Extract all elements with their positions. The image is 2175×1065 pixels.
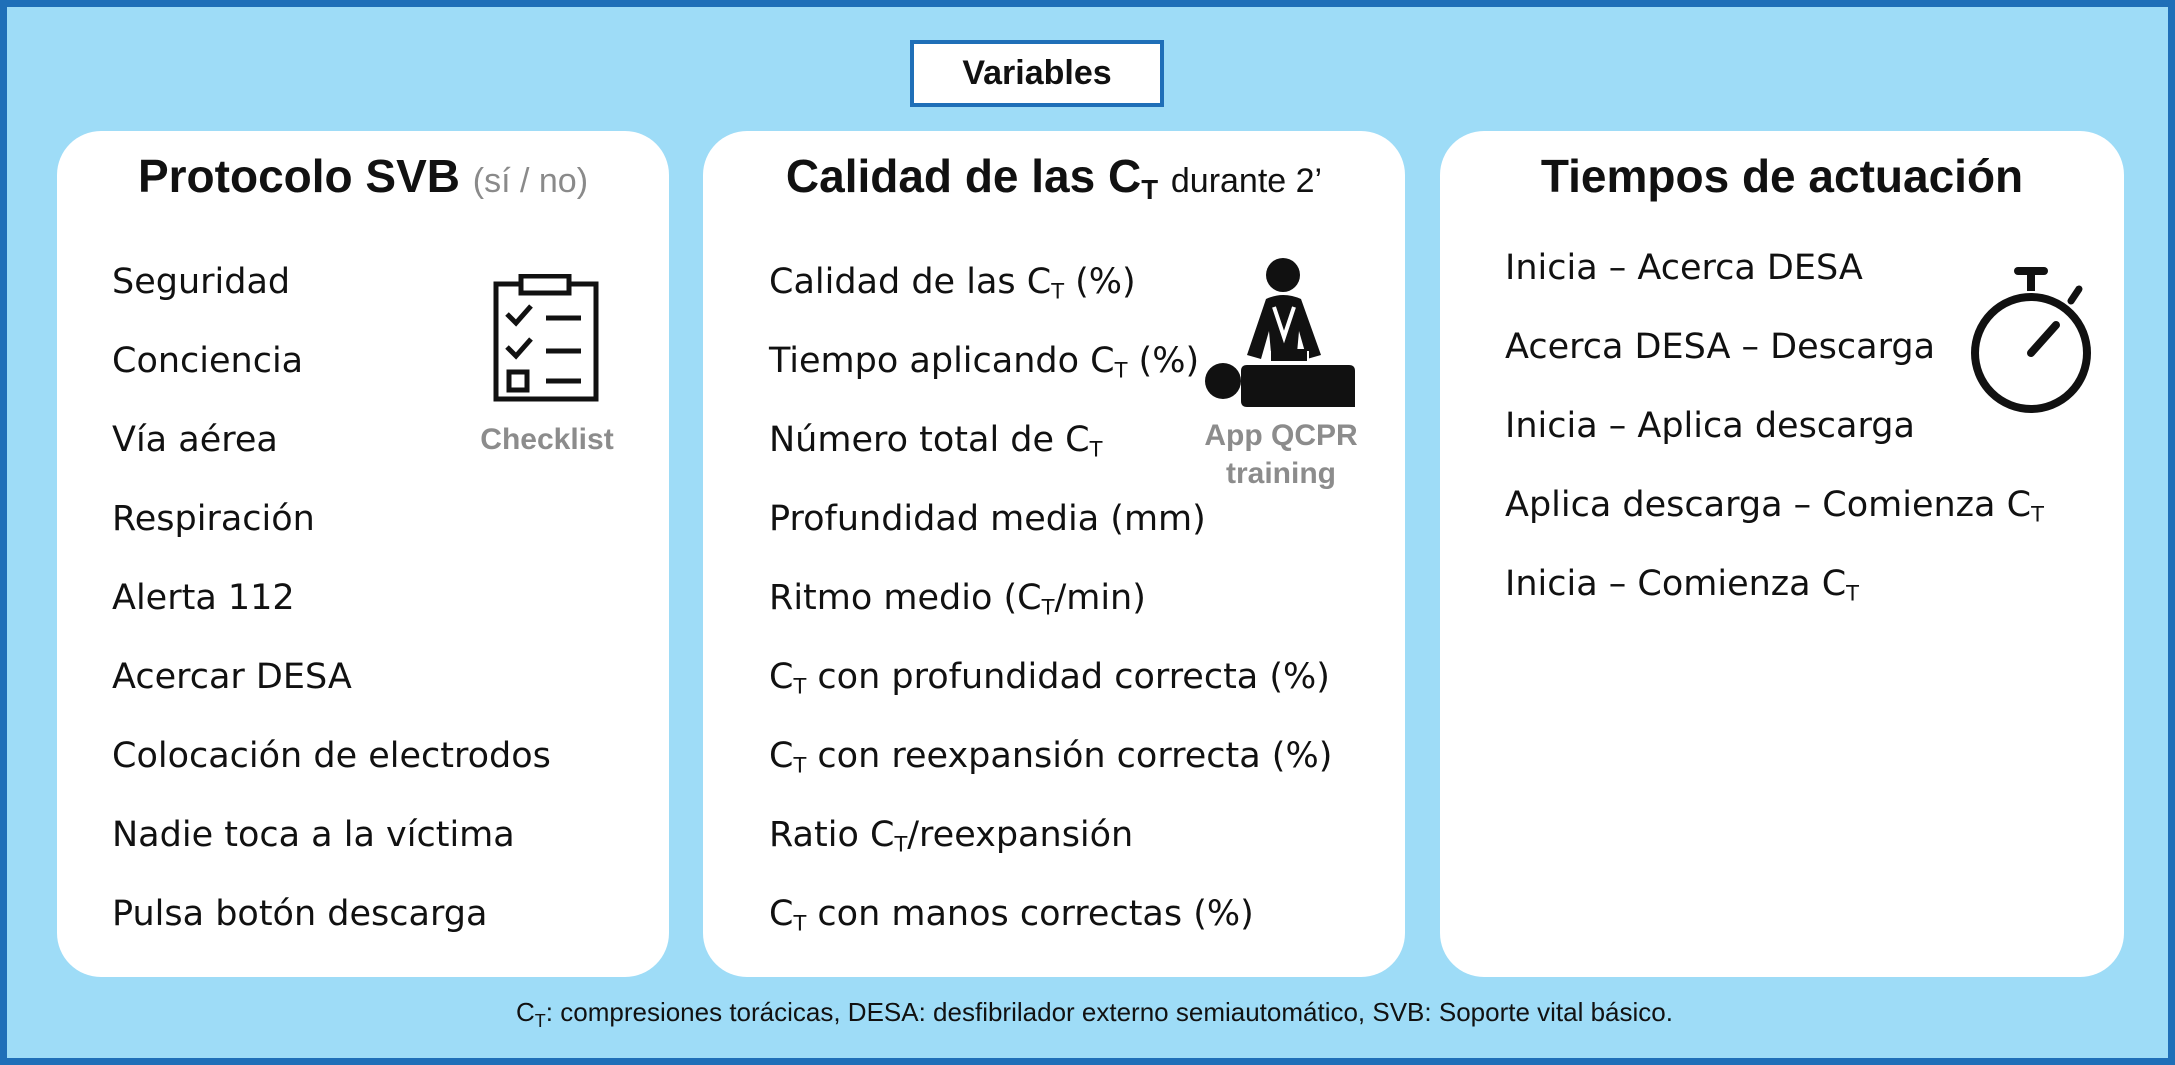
cpr-icon xyxy=(1201,257,1357,413)
quality-panel xyxy=(703,131,1405,977)
times-item: Acerca DESA – Descarga xyxy=(1505,327,1936,367)
protocol-heading-note: (sí / no) xyxy=(472,162,589,200)
quality-heading xyxy=(703,149,1405,206)
times-list xyxy=(1505,241,2044,636)
quality-item: Calidad de las CT (%) xyxy=(769,262,1136,304)
stopwatch-icon xyxy=(1968,265,2100,415)
protocol-item: Pulsa botón descarga xyxy=(112,894,488,934)
protocol-heading xyxy=(57,149,669,203)
footnote: $C_T$: compresiones torácicas, DESA: desfibrilador externo semiautomático, SVB: Soporte vital básico. xyxy=(516,997,1673,1031)
protocol-item: Nadie toca a la víctima xyxy=(112,815,515,855)
quality-heading-text: Calidad de las C xyxy=(785,150,1142,202)
clipboard-checklist-icon xyxy=(491,274,601,404)
protocol-heading-text: Protocolo SVB xyxy=(137,150,460,202)
times-item: Inicia – Aplica descarga xyxy=(1505,406,1915,446)
protocol-item: Alerta 112 xyxy=(112,578,295,618)
quality-item: CT con profundidad correcta (%) xyxy=(769,657,1330,699)
protocol-panel xyxy=(57,131,669,977)
protocol-item: Vía aérea xyxy=(112,420,278,460)
times-item: Inicia – Comienza CT xyxy=(1505,564,1859,606)
protocol-item: Acercar DESA xyxy=(112,657,352,697)
checklist-caption: Checklist xyxy=(480,423,614,456)
protocol-list xyxy=(112,255,551,966)
protocol-item: Seguridad xyxy=(112,262,291,302)
times-item: Aplica descarga – Comienza CT xyxy=(1505,485,2044,527)
times-panel xyxy=(1440,131,2124,977)
quality-item: Número total de CT xyxy=(769,420,1103,462)
times-heading: Tiempos de actuación xyxy=(1540,150,2024,202)
quality-heading-note: durante 2’ xyxy=(1170,162,1323,200)
protocol-item: Colocación de electrodos xyxy=(112,736,551,776)
quality-heading-subscript: T xyxy=(1141,173,1159,205)
quality-item: CT con manos correctas (%) xyxy=(769,894,1254,936)
diagram-title: Variables xyxy=(910,40,1164,107)
quality-item: CT con reexpansión correcta (%) xyxy=(769,736,1333,778)
qcpr-caption: App QCPR training xyxy=(1204,419,1358,490)
times-item: Inicia – Acerca DESA xyxy=(1505,248,1863,288)
quality-item: Ratio CT/reexpansión xyxy=(769,815,1134,857)
quality-item: Ritmo medio (CT/min) xyxy=(769,578,1146,620)
quality-item: Tiempo aplicando CT (%) xyxy=(769,341,1200,383)
quality-item: Profundidad media (mm) xyxy=(769,499,1206,539)
protocol-item: Conciencia xyxy=(112,341,304,381)
protocol-item: Respiración xyxy=(112,499,315,539)
